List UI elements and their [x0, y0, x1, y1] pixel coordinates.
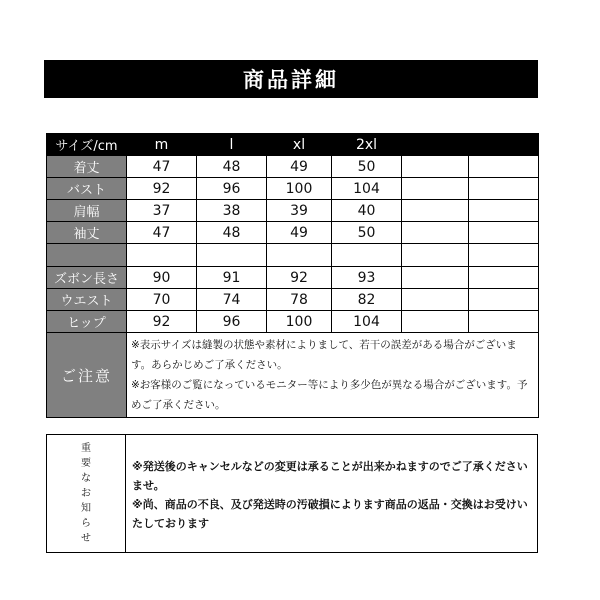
size-col-m: m	[127, 134, 197, 156]
size-col-l: l	[197, 134, 267, 156]
table-cell: 90	[127, 267, 197, 289]
table-cell: 91	[197, 267, 267, 289]
caution-label: ご注意	[47, 333, 127, 418]
important-notice-text	[126, 435, 537, 552]
table-cell: 82	[332, 289, 402, 311]
table-cell	[469, 178, 539, 200]
table-cell	[469, 311, 539, 333]
size-col-2xl: 2xl	[332, 134, 402, 156]
table-cell	[469, 289, 539, 311]
table-row	[47, 222, 539, 244]
table-row	[47, 311, 539, 333]
table-cell	[469, 244, 539, 267]
table-cell: 50	[332, 222, 402, 244]
table-cell	[402, 267, 469, 289]
table-cell: 40	[332, 200, 402, 222]
caution-line: ※お客様のご覧になっているモニター等により多少色が異なる場合がございます。予めご了承ください。	[131, 379, 528, 411]
table-cell: 78	[267, 289, 332, 311]
notice-label-char: お	[81, 488, 91, 499]
notice-label-char: 要	[81, 458, 91, 469]
notice-line: ※発送後のキャンセルなどの変更は承ることが出来かねますのでご了承くださいませ。	[132, 460, 528, 492]
caution-line: ※表示サイズは縫製の状態や素材によりまして、若干の誤差がある場合がございます。あらかじめご了承ください。	[131, 339, 517, 371]
table-cell	[402, 311, 469, 333]
table-cell: 100	[267, 178, 332, 200]
row-label: ズボン長さ	[47, 267, 127, 289]
table-cell: 92	[127, 311, 197, 333]
table-row	[47, 244, 539, 267]
size-col-empty-1	[402, 134, 469, 156]
row-label: 袖丈	[47, 222, 127, 244]
table-cell	[402, 222, 469, 244]
row-label: 肩幅	[47, 200, 127, 222]
table-cell	[469, 267, 539, 289]
size-col-xl: xl	[267, 134, 332, 156]
table-cell: 39	[267, 200, 332, 222]
table-cell	[469, 222, 539, 244]
notice-label-char: な	[81, 473, 91, 484]
table-row	[47, 267, 539, 289]
table-cell: 47	[127, 156, 197, 178]
table-cell: 38	[197, 200, 267, 222]
notice-label-char: せ	[81, 533, 91, 544]
table-cell: 93	[332, 267, 402, 289]
important-notice-box	[46, 434, 538, 553]
table-cell: 47	[127, 222, 197, 244]
table-row	[47, 156, 539, 178]
notice-label-char: 知	[81, 503, 91, 514]
table-cell: 96	[197, 178, 267, 200]
table-cell	[469, 156, 539, 178]
size-header-row	[47, 134, 539, 156]
table-cell: 48	[197, 222, 267, 244]
table-cell: 50	[332, 156, 402, 178]
page-title: 商品詳細	[44, 60, 538, 98]
row-label: 着丈	[47, 156, 127, 178]
table-row	[47, 178, 539, 200]
caution-text	[127, 333, 539, 418]
table-cell: 96	[197, 311, 267, 333]
table-cell: 49	[267, 222, 332, 244]
table-cell: 49	[267, 156, 332, 178]
caution-row	[47, 333, 539, 418]
table-row	[47, 200, 539, 222]
table-cell: 92	[267, 267, 332, 289]
table-cell	[469, 200, 539, 222]
table-cell	[402, 289, 469, 311]
table-cell	[402, 178, 469, 200]
table-cell	[127, 244, 197, 267]
notice-label-char: ら	[81, 518, 91, 529]
row-label: ウエスト	[47, 289, 127, 311]
size-corner-label: サイズ/cm	[47, 134, 127, 156]
notice-line: ※尚、商品の不良、及び発送時の汚破損によります商品の返品・交換はお受けいたしております	[132, 498, 528, 530]
table-cell	[402, 244, 469, 267]
table-cell	[402, 200, 469, 222]
table-cell: 104	[332, 311, 402, 333]
important-notice-label	[47, 435, 126, 552]
size-col-empty-2	[469, 134, 539, 156]
table-cell	[267, 244, 332, 267]
table-cell: 48	[197, 156, 267, 178]
table-row	[47, 289, 539, 311]
notice-label-char: 重	[81, 443, 91, 454]
table-cell: 70	[127, 289, 197, 311]
table-cell: 92	[127, 178, 197, 200]
row-label: バスト	[47, 178, 127, 200]
table-cell	[332, 244, 402, 267]
table-cell: 74	[197, 289, 267, 311]
table-cell	[197, 244, 267, 267]
row-label: ヒップ	[47, 311, 127, 333]
size-table	[46, 133, 539, 418]
table-cell: 37	[127, 200, 197, 222]
table-cell: 100	[267, 311, 332, 333]
row-label	[47, 244, 127, 267]
table-cell: 104	[332, 178, 402, 200]
table-cell	[402, 156, 469, 178]
